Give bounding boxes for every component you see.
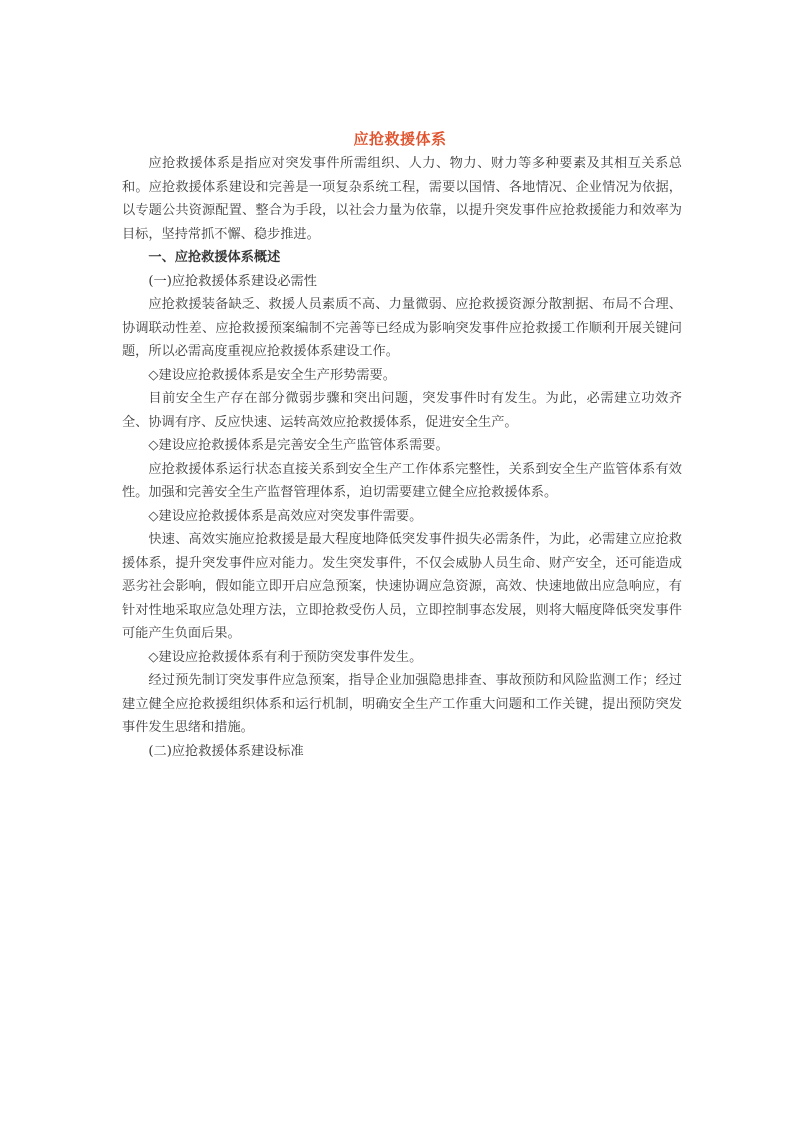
subsection-heading: (二)应抢救援体系建设标准 [148, 743, 304, 759]
bullet-point: ◇建设应抢救援体系有利于预防突发事件发生。 [148, 649, 423, 665]
bullet-point: ◇建设应抢救援体系是高效应对突发事件需要。 [148, 508, 423, 524]
document-title: 应抢救援体系 [353, 130, 447, 148]
paragraph: 经过预先制订突发事件应急预案，指导企业加强隐患排查、事故预防和风险监测工作；经过建立健全应抢救援组织体系和运行机制，明确安全生产工作重大问题和工作关键，提出预防突发事件发生思绪和措施。 [122, 673, 682, 735]
bullet-point: ◇建设应抢救援体系是完善安全生产监管体系需要。 [148, 438, 449, 453]
paragraph: 快速、高效实施应抢救援是最大程度地降低突发事件损失必需条件，为此，必需建立应抢救援体系，提升突发事件应对能力。发生突发事件，不仅会威胁人员生命、财产安全，还可能造成恶劣社会影响，假如能立即开启应急预案，快速协调应急资源，高效、快速地做出应急响应，有针对性地采取应急处理方法，立即抢救受伤人员，立即控制事态发展，则将大幅度降低突发事件可能产生负面后果。 [122, 532, 682, 641]
paragraph: 应抢救援体系是指应对突发事件所需组织、人力、物力、财力等多种要素及其相互关系总和。应抢救援体系建设和完善是一项复杂系统工程，需要以国情、各地情况、企业情况为依据，以专题公共资源配置、整合为手段，以社会力量为依靠，以提升突发事件应抢救援能力和效率为目标，坚持常抓不懈、稳步推进。 [122, 156, 682, 242]
paragraph: 应抢救援体系运行状态直接关系到安全生产工作体系完整性，关系到安全生产监管体系有效性。加强和完善安全生产监督管理体系，迫切需要建立健全应抢救援体系。 [122, 461, 682, 500]
bullet-point: ◇建设应抢救援体系是安全生产形势需要。 [148, 367, 396, 383]
paragraph: 目前安全生产存在部分微弱步骤和突出问题，突发事件时有发生。为此，必需建立功效齐全、协调有序、反应快速、运转高效应抢救援体系，促进安全生产。 [122, 391, 682, 430]
paragraph: 应抢救援装备缺乏、救援人员素质不高、力量微弱、应抢救援资源分散割据、布局不合理、协调联动性差、应抢救援预案编制不完善等已经成为影响突发事件应抢救援工作顺利开展关键问题，所以必需高度重视应抢救援体系建设工作。 [122, 297, 682, 359]
section-heading: 一、应抢救援体系概述 [148, 250, 281, 265]
subsection-heading: (一)应抢救援体系建设必需性 [148, 273, 317, 289]
document-body [122, 152, 682, 763]
